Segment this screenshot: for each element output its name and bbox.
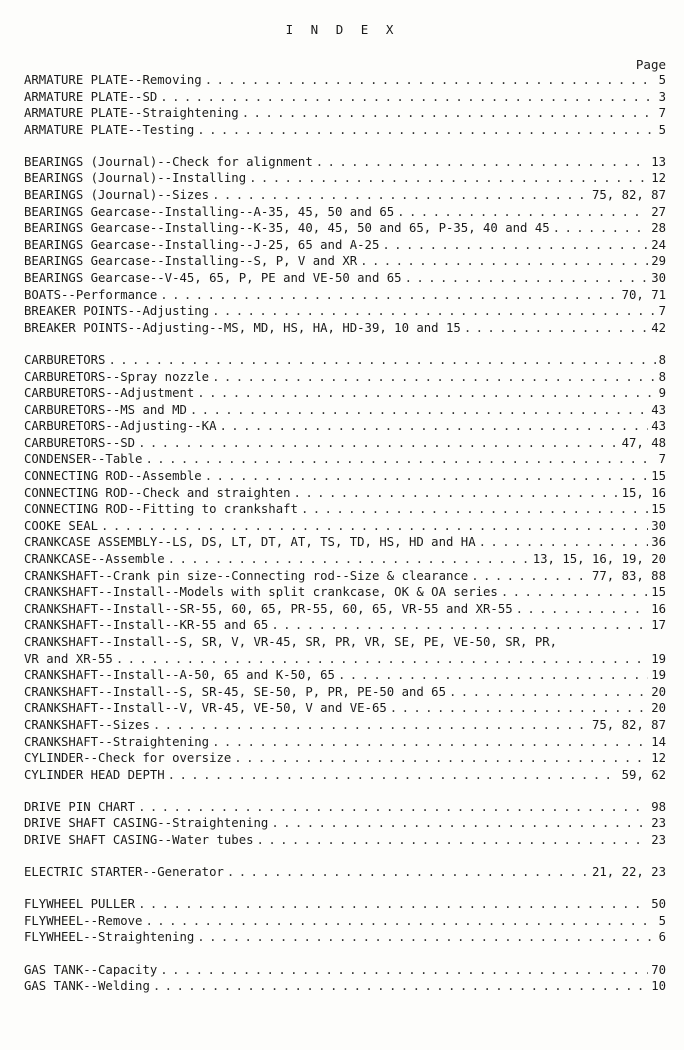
index-entry <box>24 534 666 551</box>
dot-leader <box>234 750 648 767</box>
dot-leader <box>227 864 589 881</box>
entry-topic: CYLINDER--Check for oversize <box>24 751 232 766</box>
entry-page-number: 42 <box>651 320 666 335</box>
entry-topic: BEARINGS Gearcase--Installing--J-25, 65 and A-25 <box>24 237 380 252</box>
entry-page-number: 7 <box>658 106 666 121</box>
entry-topic: BREAKER POINTS--Adjusting--MS, MD, HS, HA, HD-39, 10 and 15 <box>24 320 461 335</box>
dot-leader <box>271 815 648 832</box>
dot-leader <box>479 534 649 551</box>
dot-leader <box>197 122 655 139</box>
index-entry <box>24 105 666 122</box>
index-entry <box>24 402 666 419</box>
dot-leader <box>197 929 655 946</box>
entry-topic: CRANKSHAFT--Straightening <box>24 734 210 749</box>
dot-leader <box>516 601 649 618</box>
entry-page-number: 5 <box>658 73 666 87</box>
index-entry <box>24 767 666 784</box>
entry-topic: BEARINGS Gearcase--Installing--A-35, 45, 50 and 65 <box>24 204 395 219</box>
index-entry <box>24 684 666 701</box>
entry-page-number: 28 <box>651 221 666 236</box>
dot-leader <box>138 799 648 816</box>
entry-page-number: 43 <box>651 402 666 417</box>
entry-page-number: 20 <box>651 684 666 699</box>
dot-leader <box>108 352 655 369</box>
index-entry <box>24 501 666 518</box>
dot-leader <box>160 287 618 304</box>
entry-topic: ARMATURE PLATE--Removing <box>24 73 202 87</box>
dot-leader <box>160 962 648 979</box>
entry-page-number: 12 <box>651 171 666 186</box>
dot-leader <box>153 978 648 995</box>
entry-topic: CARBURETORS <box>24 352 106 367</box>
index-entry <box>24 601 666 618</box>
dot-leader <box>301 501 648 518</box>
index-entry <box>24 220 666 237</box>
dot-leader <box>168 551 530 568</box>
dot-leader <box>449 684 648 701</box>
index-entry <box>24 237 666 254</box>
index-entry <box>24 303 666 320</box>
entry-topic: CONNECTING ROD--Check and straighten <box>24 485 291 500</box>
entry-page-number: 47, 48 <box>621 435 666 450</box>
entry-topic: CRANKCASE ASSEMBLY--LS, DS, LT, DT, AT, TS, TD, HS, HD and HA <box>24 535 476 550</box>
entry-page-number: 98 <box>651 799 666 814</box>
dot-leader <box>294 485 619 502</box>
dot-leader <box>501 584 648 601</box>
entry-topic: CRANKSHAFT--Install--V, VR-45, VE-50, V and VE-65 <box>24 701 387 716</box>
entry-topic: GAS TANK--Capacity <box>24 962 158 977</box>
entry-topic: BEARINGS (Journal)--Installing <box>24 171 247 186</box>
index-entry <box>24 815 666 832</box>
page-title: I N D E X <box>285 22 399 37</box>
dot-leader <box>205 72 656 89</box>
dot-leader <box>360 253 648 270</box>
index-entry <box>24 584 666 601</box>
entry-page-number: 5 <box>658 122 666 137</box>
index-entry <box>24 929 666 946</box>
entry-topic: BEARINGS Gearcase--Installing--S, P, V and XR <box>24 254 358 269</box>
entry-page-number: 59, 62 <box>621 767 666 782</box>
entry-topic: VR and XR-55 <box>24 651 113 666</box>
dot-leader <box>390 700 648 717</box>
entry-topic: DRIVE PIN CHART <box>24 799 136 814</box>
entry-topic: BEARINGS Gearcase--Installing--K-35, 40, 45, 50 and 65, P-35, 40 and 45 <box>24 221 550 236</box>
entry-page-number: 12 <box>651 751 666 766</box>
entry-topic: FLYWHEEL--Remove <box>24 913 143 928</box>
section-gap <box>24 783 666 799</box>
entry-page-number: 13, 15, 16, 19, 20 <box>532 552 666 567</box>
entry-topic: CONNECTING ROD--Fitting to crankshaft <box>24 502 298 517</box>
entry-page-number: 10 <box>651 979 666 994</box>
entry-topic: BOATS--Performance <box>24 287 158 302</box>
index-entry <box>24 568 666 585</box>
entry-page-number: 7 <box>658 452 666 467</box>
dot-leader <box>316 154 648 171</box>
entry-topic: GAS TANK--Welding <box>24 979 150 994</box>
entry-page-number: 23 <box>651 833 666 848</box>
index-entry <box>24 717 666 734</box>
entry-page-number: 23 <box>651 816 666 831</box>
page-column-label: Page <box>635 57 666 72</box>
dot-leader <box>220 418 649 435</box>
entry-topic: CRANKSHAFT--Install--A-50, 65 and K-50, 65 <box>24 668 335 683</box>
entry-topic: CARBURETORS--Adjustment <box>24 386 195 401</box>
dot-leader <box>382 237 648 254</box>
entry-page-number: 9 <box>658 386 666 401</box>
entry-topic: BEARINGS (Journal)--Sizes <box>24 188 210 203</box>
entry-topic: ARMATURE PLATE--SD <box>24 89 158 104</box>
dot-leader <box>249 170 648 187</box>
index-entry <box>24 667 666 684</box>
index-entry <box>24 734 666 751</box>
entry-topic: DRIVE SHAFT CASING--Straightening <box>24 816 269 831</box>
index-entry <box>24 451 666 468</box>
index-entry <box>24 320 666 337</box>
section-gap <box>24 881 666 897</box>
entry-page-number: 14 <box>651 734 666 749</box>
entry-page-number: 15 <box>651 585 666 600</box>
entry-topic: CARBURETORS--Spray nozzle <box>24 369 210 384</box>
section-gap <box>24 336 666 352</box>
entry-topic: BREAKER POINTS--Adjusting <box>24 304 210 319</box>
entry-topic: ELECTRIC STARTER--Generator <box>24 865 224 880</box>
index-entry <box>24 551 666 568</box>
entry-topic: CONDENSER--Table <box>24 452 143 467</box>
entry-page-number: 7 <box>658 304 666 319</box>
entry-page-number: 16 <box>651 601 666 616</box>
index-entry <box>24 518 666 535</box>
index-entry <box>24 468 666 485</box>
entry-page-number: 43 <box>651 419 666 434</box>
dot-leader <box>471 568 589 585</box>
dot-leader <box>168 767 619 784</box>
entry-topic: CONNECTING ROD--Assemble <box>24 469 202 484</box>
index-entry <box>24 352 666 369</box>
entry-topic: CRANKSHAFT--Install--S, SR, V, VR-45, SR, PR, VR, SE, PE, VE-50, SR, PR, <box>24 635 558 649</box>
index-entry <box>24 122 666 139</box>
dot-leader <box>257 832 649 849</box>
index-entry <box>24 962 666 979</box>
entry-page-number: 17 <box>651 618 666 633</box>
index-entry <box>24 634 666 651</box>
entry-page-number: 50 <box>651 897 666 912</box>
entry-page-number: 13 <box>651 154 666 169</box>
entry-page-number: 75, 82, 87 <box>591 717 666 732</box>
entry-page-number: 8 <box>658 369 666 384</box>
index-entry <box>24 89 666 106</box>
dot-leader <box>138 896 648 913</box>
index-entry <box>24 896 666 913</box>
entry-topic: DRIVE SHAFT CASING--Water tubes <box>24 833 254 848</box>
entry-topic: FLYWHEEL PULLER <box>24 897 136 912</box>
entry-topic: CRANKSHAFT--Install--KR-55 and 65 <box>24 618 269 633</box>
dot-leader <box>101 518 648 535</box>
index-entry <box>24 700 666 717</box>
entry-topic: CARBURETORS--Adjusting--KA <box>24 419 217 434</box>
index-entry <box>24 435 666 452</box>
entry-topic: CRANKSHAFT--Crank pin size--Connecting rod--Size & clearance <box>24 568 469 583</box>
entry-page-number: 36 <box>651 535 666 550</box>
entry-page-number: 30 <box>651 271 666 286</box>
entry-page-number: 20 <box>651 701 666 716</box>
section-gap <box>24 946 666 962</box>
index-entry <box>24 270 666 287</box>
index-entry <box>24 832 666 849</box>
entry-page-number: 77, 83, 88 <box>591 568 666 583</box>
section-gap <box>24 138 666 154</box>
index-entry <box>24 253 666 270</box>
index-entry <box>24 418 666 435</box>
entry-page-number: 70, 71 <box>621 287 666 302</box>
entry-page-number: 15 <box>651 469 666 484</box>
index-entry <box>24 287 666 304</box>
entry-page-number: 70 <box>651 962 666 977</box>
dot-leader <box>153 717 589 734</box>
dot-leader <box>212 303 656 320</box>
entry-topic: CRANKSHAFT--Install--SR-55, 60, 65, PR-55, 60, 65, VR-55 and XR-55 <box>24 601 513 616</box>
dot-leader <box>197 385 655 402</box>
dot-leader <box>160 89 655 106</box>
dot-leader <box>464 320 648 337</box>
index-entry <box>24 617 666 634</box>
dot-leader <box>242 105 656 122</box>
entry-topic: CARBURETORS--MS and MD <box>24 402 187 417</box>
entry-page-number: 24 <box>651 237 666 252</box>
entry-topic: COOKE SEAL <box>24 518 99 533</box>
dot-leader <box>405 270 649 287</box>
entry-page-number: 30 <box>651 518 666 533</box>
entry-page-number: 3 <box>658 89 666 104</box>
dot-leader <box>190 402 648 419</box>
entry-topic: ARMATURE PLATE--Straightening <box>24 106 239 121</box>
entry-page-number: 27 <box>651 204 666 219</box>
entry-page-number: 5 <box>658 913 666 928</box>
entry-topic: CRANKSHAFT--Install--S, SR-45, SE-50, P, PR, PE-50 and 65 <box>24 684 446 699</box>
entry-topic: CRANKSHAFT--Sizes <box>24 717 150 732</box>
entry-page-number: 6 <box>658 930 666 945</box>
index-entry <box>24 369 666 386</box>
dot-leader <box>397 204 648 221</box>
entry-page-number: 75, 82, 87 <box>591 188 666 203</box>
index-entry <box>24 187 666 204</box>
index-entry <box>24 799 666 816</box>
section-gap <box>24 849 666 865</box>
index-entry <box>24 750 666 767</box>
entry-topic: CRANKSHAFT--Install--Models with split crankcase, OK & OA series <box>24 585 498 600</box>
index-entry <box>24 864 666 881</box>
entry-topic: ARMATURE PLATE--Testing <box>24 122 195 137</box>
entry-topic: BEARINGS (Journal)--Check for alignment <box>24 154 313 169</box>
index-entry <box>24 385 666 402</box>
index-entry <box>24 651 666 668</box>
dot-leader <box>338 667 648 684</box>
dot-leader <box>145 451 655 468</box>
entry-page-number: 21, 22, 23 <box>591 865 666 880</box>
index-entry <box>24 204 666 221</box>
dot-leader <box>116 651 648 668</box>
entry-topic: CRANKCASE--Assemble <box>24 552 165 567</box>
index-entry <box>24 170 666 187</box>
dot-leader <box>205 468 649 485</box>
entry-page-number: 8 <box>658 352 666 367</box>
index-entry <box>24 485 666 502</box>
entry-page-number: 29 <box>651 254 666 269</box>
dot-leader <box>271 617 648 634</box>
index-entries <box>24 72 666 995</box>
dot-leader <box>553 220 649 237</box>
dot-leader <box>212 369 656 386</box>
entry-page-number: 15, 16 <box>621 485 666 500</box>
dot-leader <box>138 435 619 452</box>
entry-page-number: 15 <box>651 502 666 517</box>
dot-leader <box>212 187 589 204</box>
entry-topic: FLYWHEEL--Straightening <box>24 930 195 945</box>
index-entry <box>24 72 666 89</box>
dot-leader <box>145 913 655 930</box>
index-entry <box>24 978 666 995</box>
index-entry <box>24 154 666 171</box>
entry-page-number: 19 <box>651 668 666 683</box>
dot-leader <box>212 734 648 751</box>
index-entry <box>24 913 666 930</box>
entry-topic: BEARINGS Gearcase--V-45, 65, P, PE and VE-50 and 65 <box>24 271 402 286</box>
entry-page-number: 19 <box>651 651 666 666</box>
entry-topic: CYLINDER HEAD DEPTH <box>24 767 165 782</box>
entry-topic: CARBURETORS--SD <box>24 435 136 450</box>
